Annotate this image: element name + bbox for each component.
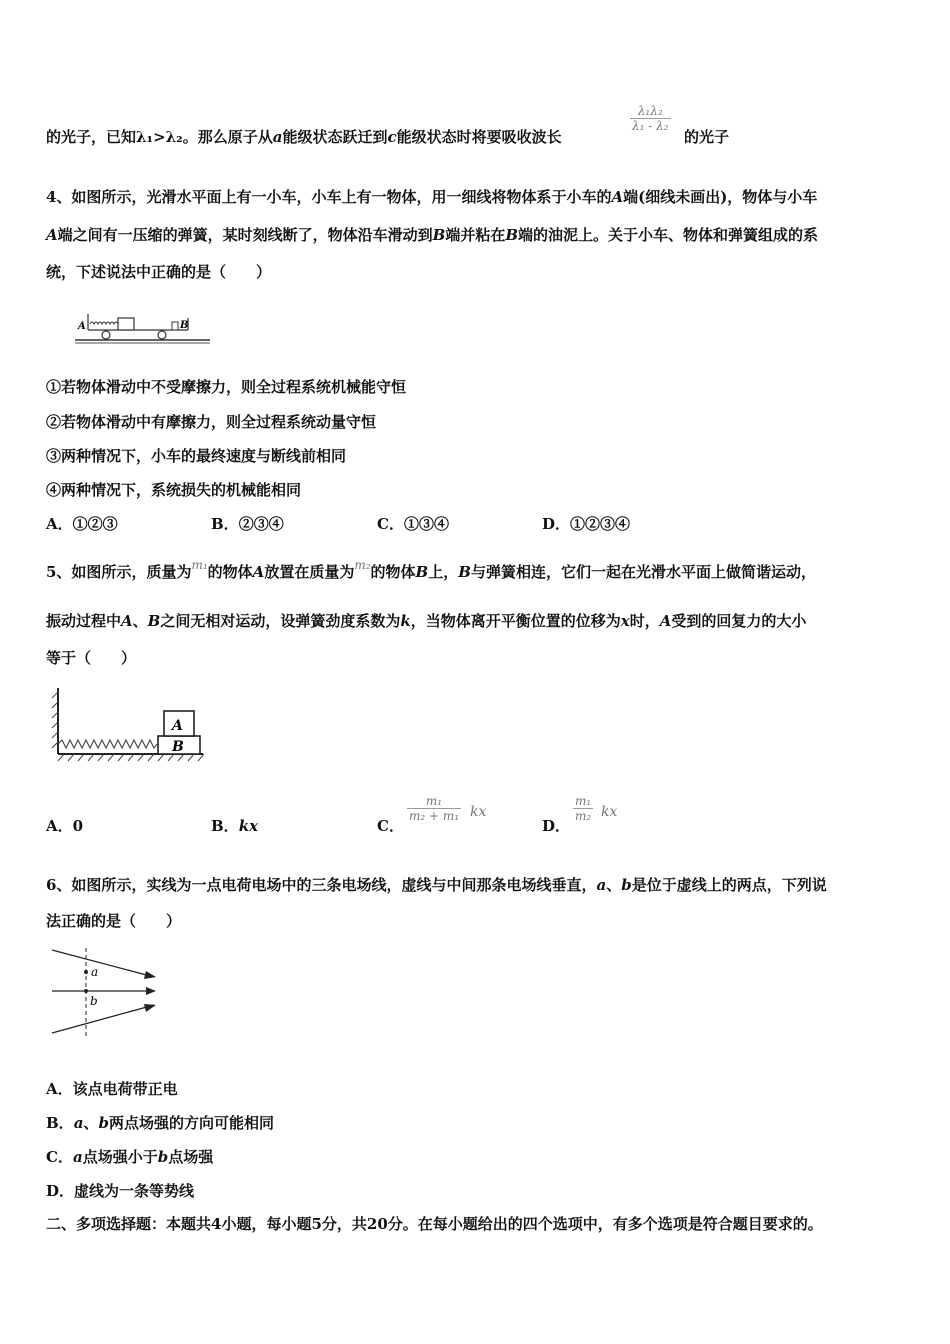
option-letter: B． [211,515,239,533]
q5-mass-m1: m₁ [191,558,208,572]
q4-statement: ④两种情况下，系统损失的机械能相同 [46,481,302,499]
q5-text: 的物体 [207,563,253,581]
q5-text: 与弹簧相连，它们一起在光滑水平面上做简谐运动， [470,563,816,581]
q5-var: k [400,612,411,630]
q4-stem-line3: 统，下述说法中正确的是（ ） [46,263,272,281]
q5-option-b[interactable] [211,815,258,837]
q5-var: A [252,563,265,581]
option-letter: B． [211,817,239,835]
q4-cart-figure [70,308,215,348]
q5-mass-m2: m₂ [354,558,371,572]
option-text: ①③④ [403,515,449,533]
q5-text: 时， [629,612,660,630]
q4-var: A [611,188,624,206]
option-letter: C． [377,817,404,835]
option-letter: D． [46,1182,75,1200]
q6-stem-line2: 法正确的是（ ） [46,912,182,930]
q4-statement: ③两种情况下，小车的最终速度与断线前相同 [46,447,347,465]
q5-text: 振动过程中 [46,612,122,630]
q4-stem-line2 [46,224,818,246]
fig-label-a: A [172,718,183,734]
option-text: 两点场强的方向可能相同 [108,1114,274,1132]
option-text: 点场强 [168,1148,214,1166]
q4-text: 4、如图所示，光滑水平面上有一小车，小车上有一物体，用一细线将物体系于小车的 [46,188,612,206]
q3-text: 的光子，已知λ₁>λ₂。那么原子从 [46,128,273,146]
q5-text: ，当物体离开平衡位置的位移为 [410,612,621,630]
option-text: 0 [72,817,84,835]
q5-text: 之间无相对运动，设弹簧劲度系数为 [160,612,401,630]
option-letter: D． [542,817,571,835]
q6-option-c[interactable] [46,1146,213,1168]
q3-text: 能级状态跃迁到 [282,128,388,146]
option-text: 该点电荷带正电 [72,1080,178,1098]
option-text: 虚线为一条等势线 [74,1182,195,1200]
q5-option-c-fraction [407,794,461,823]
q5-text: 、 [132,612,148,630]
q6-option-b[interactable] [46,1112,274,1134]
fig-label-a: a [91,965,99,979]
fraction-numerator: m₁ [425,794,443,808]
q5-option-c-kx: kx [470,804,487,820]
q4-stem-line1 [46,186,817,208]
q4-text: 端的油泥上。关于小车、物体和弹簧组成的系 [518,226,819,244]
q4-option-b[interactable] [211,513,284,535]
q5-option-a[interactable] [46,815,83,837]
option-letter: C． [377,515,404,533]
q3-wavelength-fraction [630,104,671,133]
q5-option-d-fraction [573,794,593,823]
q4-text: 端(细线未画出)，物体与小车 [623,188,818,206]
q6-text: 、 [606,876,622,894]
q6-option-d[interactable] [46,1180,194,1202]
q5-stem-line1 [46,558,816,584]
q5-var: A [659,612,672,630]
q4-var: A [46,226,58,244]
q3-var-a: a [272,128,283,146]
option-var: b [157,1148,169,1166]
q4-option-a[interactable] [46,513,118,535]
option-letter: C． [46,1148,73,1166]
q5-stem-line2 [46,610,806,632]
option-text: kx [238,817,259,835]
q5-text: 的物体 [370,563,416,581]
option-text: ①②③④ [570,515,631,533]
q3-text: 能级状态时将要吸收波长 [396,128,562,146]
q6-var: b [621,876,632,894]
q5-option-d[interactable] [542,815,570,837]
q4-var: B [432,226,446,244]
q6-text: 是位于虚线上的两点，下列说 [631,876,827,894]
q6-text: 6、如图所示，实线为一点电荷电场中的三条电场线，虚线与中间那条电场线垂直， [46,876,597,894]
option-text: ②③④ [238,515,284,533]
fraction-denominator: m₂ [575,809,592,823]
q5-var: B [147,612,161,630]
q5-var: B [458,563,471,581]
option-text: ①②③ [72,515,118,533]
option-letter: A． [46,1080,73,1098]
q3-var-c: c [387,128,397,146]
q5-stem-line3: 等于（ ） [46,649,137,667]
option-text: 、 [83,1114,99,1132]
q5-text: 受到的回复力的大小 [671,612,807,630]
q4-text: 端之间有一压缩的弹簧，某时刻线断了，物体沿车滑动到 [57,226,433,244]
q3-tail-line [46,126,562,148]
q6-var: a [596,876,607,894]
fig-label-b: b [90,994,98,1008]
q4-statement: ①若物体滑动中不受摩擦力，则全过程系统机械能守恒 [46,378,407,396]
option-text: 点场强小于 [82,1148,158,1166]
q6-stem-line1 [46,874,827,896]
q5-text: 放置在质量为 [264,563,355,581]
fraction-denominator: m₂ + m₁ [409,809,460,823]
option-var: a [73,1114,84,1132]
q5-option-c[interactable] [377,815,404,837]
q4-text: 端并粘在 [445,226,506,244]
q4-option-d[interactable] [542,513,630,535]
fraction-denominator: λ₁ - λ₂ [632,119,669,133]
q6-option-a[interactable] [46,1078,178,1100]
q5-option-d-kx: kx [601,804,618,820]
fraction-numerator: m₁ [575,794,592,808]
q5-var: B [415,563,429,581]
q4-var: B [505,226,519,244]
fig-label-b: B [172,739,184,755]
fraction-numerator: λ₁λ₂ [637,104,663,118]
q5-var: x [620,612,630,630]
option-letter: B． [46,1114,74,1132]
fig-label-a: A [78,321,86,332]
section2-heading: 二、多项选择题：本题共4小题，每小题5分，共20分。在每小题给出的四个选项中，有多个选项是符合题目要求的。 [46,1215,823,1233]
q5-var: A [121,612,133,630]
fig-label-b: B [180,320,189,331]
option-var: a [72,1148,83,1166]
option-letter: D． [542,515,571,533]
q5-text: 5、如图所示，质量为 [46,563,192,581]
q4-option-c[interactable] [377,513,449,535]
option-letter: A． [46,515,73,533]
option-letter: A． [46,817,73,835]
q3-text-end: 的光子 [684,128,730,146]
option-var: b [98,1114,109,1132]
q5-spring-figure [48,684,208,766]
q6-field-lines-figure [48,944,163,1038]
q4-statement: ②若物体滑动中有摩擦力，则全过程系统动量守恒 [46,413,377,431]
q5-text: 上， [428,563,459,581]
